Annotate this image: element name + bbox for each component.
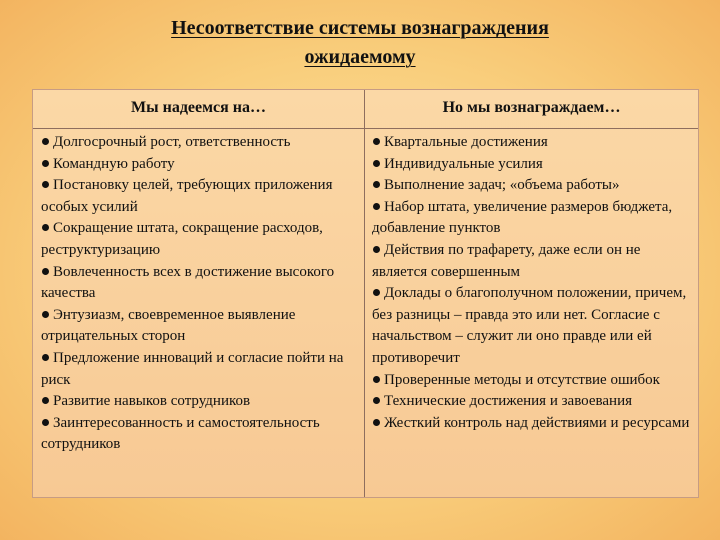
bullet-icon (373, 376, 380, 383)
list-item: Индивидуальные усилия (372, 154, 694, 176)
list-item: Проверенные методы и отсутствие ошибок (372, 370, 694, 392)
list-item: Жесткий контроль над действиями и ресурсами (372, 413, 694, 435)
bullet-icon (373, 160, 380, 167)
column-divider (364, 90, 365, 497)
table-header-row (33, 90, 698, 129)
bullet-icon (373, 397, 380, 404)
list-item: Доклады о благополучном положении, причем, без разницы – правда это или нет. Согласие с начальством – служит ли оно правде или ей противоречит (372, 285, 687, 366)
list-item: Вовлеченность всех в достижение высокого качества (41, 263, 335, 302)
comparison-table (32, 89, 699, 498)
bullet-icon (373, 138, 380, 145)
list-item: Действия по трафарету, даже если он не является совершенным (372, 241, 641, 280)
list-item: Технические достижения и завоевания (372, 391, 694, 413)
list-item: Предложение инноваций и согласие пойти на риск (41, 349, 344, 388)
bullet-icon (373, 181, 380, 188)
bullet-icon (373, 419, 380, 426)
header-expectations: Мы надеемся на… (131, 99, 266, 116)
list-item: Сокращение штата, сокращение расходов, реструктуризацию (41, 220, 323, 258)
list-item: Развитие навыков сотрудников (41, 391, 359, 413)
rewards-column (372, 132, 694, 434)
bullet-icon (373, 289, 380, 296)
bullet-icon (42, 419, 49, 426)
bullet-icon (42, 354, 49, 361)
title-line-1: Несоответствие системы вознаграждения (171, 17, 549, 39)
bullet-icon (373, 203, 380, 210)
list-item: Энтузиазм, своевременное выявление отрицательных сторон (41, 306, 296, 345)
slide-title (0, 14, 720, 72)
list-item: Долгосрочный рост, ответственность (41, 132, 359, 154)
list-item: Набор штата, увеличение размеров бюджета, добавление пунктов (372, 198, 673, 237)
bullet-icon (42, 181, 49, 188)
bullet-icon (42, 224, 49, 231)
title-line-2: ожидаемому (304, 46, 416, 68)
list-item: Постановку целей, требующих приложения особых усилий (41, 177, 333, 215)
expectations-column (41, 132, 359, 456)
bullet-icon (42, 138, 49, 145)
bullet-icon (42, 160, 49, 167)
header-rewards: Но мы вознаграждаем… (442, 99, 621, 116)
bullet-icon (373, 246, 380, 253)
list-item: Заинтересованность и самостоятельность сотрудников (41, 414, 320, 453)
list-item: Квартальные достижения (372, 132, 694, 154)
bullet-icon (42, 311, 49, 318)
list-item: Выполнение задач; «объема работы» (372, 175, 694, 197)
bullet-icon (42, 397, 49, 404)
bullet-icon (42, 268, 49, 275)
list-item: Командную работу (41, 154, 359, 176)
